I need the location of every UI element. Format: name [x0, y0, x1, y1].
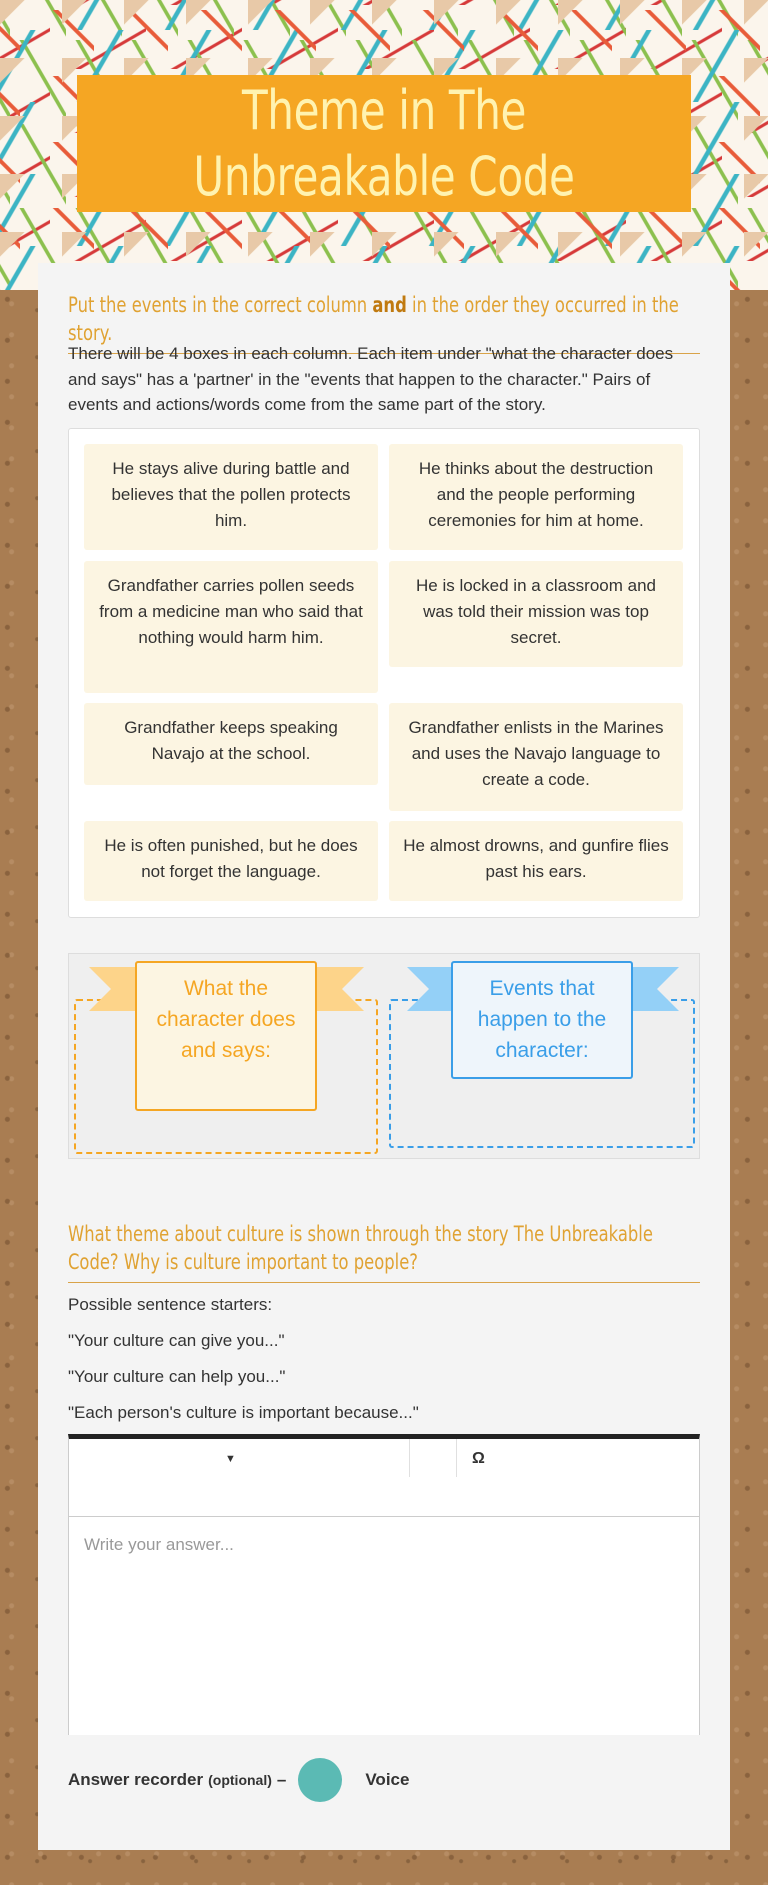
task2-question [68, 1220, 700, 1283]
sentence-starter: "Your culture can help you..." [68, 1367, 286, 1386]
column-header-events: Events that happen to the character: [451, 961, 633, 1079]
column-header-character: What the character does and says: [135, 961, 317, 1111]
voice-label: Voice [365, 1770, 410, 1789]
task1-question-post: in the order they occurred in the story. [68, 293, 679, 345]
sentence-starters-heading: Possible sentence starters: [68, 1295, 273, 1314]
task1-question-bold: and [372, 293, 407, 317]
sentence-starter: "Each person's culture is important because..." [68, 1403, 419, 1422]
draggable-item[interactable]: Grandfather enlists in the Marines and uses the Navajo language to create a code. [389, 703, 683, 811]
task1-question-pre: Put the events in the correct column [68, 293, 373, 317]
toolbar-divider [456, 1439, 457, 1477]
worksheet-card [38, 263, 730, 1850]
draggable-item[interactable]: He thinks about the destruction and the people performing ceremonies for him at home. [389, 444, 683, 550]
task1-instructions: There will be 4 boxes in each column. Each item under "what the character does and says" has a 'partner' in the "events that happen to the character." Pairs of events and actions/words come from the same part of the story. [68, 344, 674, 414]
draggable-item[interactable]: He stays alive during battle and believes that the pollen protects him. [84, 444, 378, 550]
draggable-item[interactable]: He almost drowns, and gunfire flies past his ears. [389, 821, 683, 901]
draggable-item[interactable]: Grandfather keeps speaking Navajo at the school. [84, 703, 378, 785]
recorder-label: Answer recorder [68, 1770, 204, 1789]
recorder-optional: (optional) [208, 1772, 272, 1788]
format-dropdown-caret-icon[interactable]: ▼ [225, 1453, 236, 1465]
editor-toolbar [69, 1439, 699, 1517]
task2-question-text: What theme about culture is shown through the story The Unbreakable Code? Why is culture important to people? [68, 1222, 653, 1274]
draggable-item[interactable]: He is often punished, but he does not forget the language. [84, 821, 378, 901]
recorder-dash: – [276, 1770, 287, 1789]
answer-recorder [68, 1758, 409, 1802]
draggable-items-container [68, 428, 700, 918]
draggable-item[interactable]: Grandfather carries pollen seeds from a medicine man who said that nothing would harm him. [84, 561, 378, 693]
record-button[interactable] [298, 1758, 342, 1802]
page-title: Theme in The Unbreakable Code [193, 78, 575, 208]
rich-text-editor [68, 1434, 700, 1735]
answer-textarea[interactable] [69, 1517, 699, 1735]
title-banner [77, 75, 691, 212]
toolbar-divider [409, 1439, 410, 1477]
sentence-starter: "Your culture can give you..." [68, 1331, 285, 1350]
draggable-item[interactable]: He is locked in a classroom and was told their mission was top secret. [389, 561, 683, 667]
sort-columns [68, 953, 700, 1159]
special-character-icon[interactable]: Ω [472, 1450, 485, 1467]
